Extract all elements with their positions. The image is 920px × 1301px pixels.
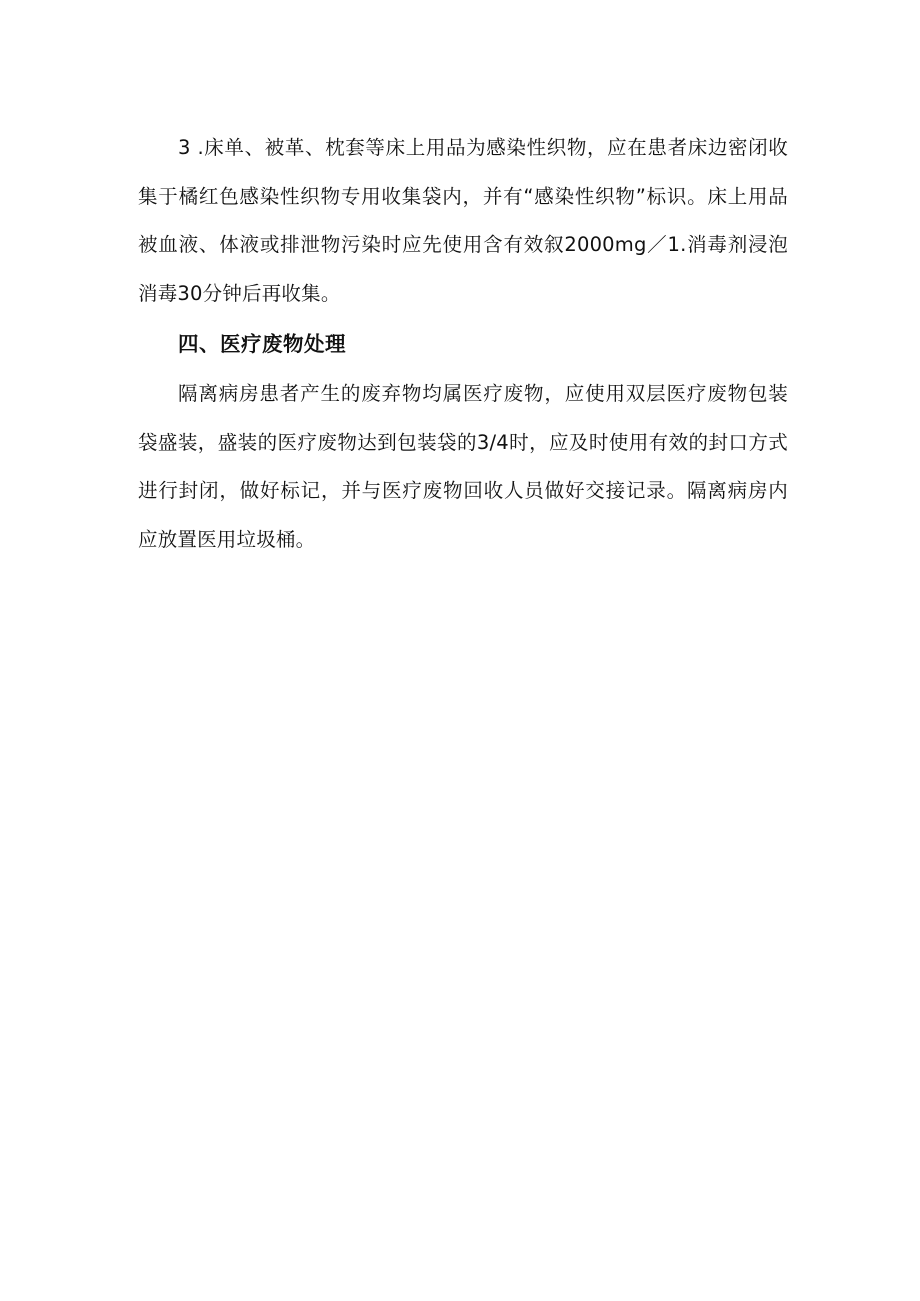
- document-body: [138, 124, 788, 564]
- section-heading-medical-waste: 四、医疗废物处理: [178, 332, 346, 356]
- paragraph-medical-waste: 隔离病房患者产生的废弃物均属医疗废物，应使用双层医疗废物包装袋盛装，盛装的医疗废物达到包装袋的3/4时，应及时使用有效的封口方式进行封闭，做好标记，并与医疗废物回收人员做好交接记录。隔离病房内应放置医用垃圾桶。: [138, 382, 788, 551]
- paragraph-bedding-handling: 3 .床单、被革、枕套等床上用品为感染性织物，应在患者床边密闭收集于橘红色感染性织物专用收集袋内，并有“感染性织物”标识。床上用品被血液、体液或排泄物污染时应先使用含有效叙2000mg／1.消毒剂浸泡消毒30分钟后再收集。: [138, 136, 788, 305]
